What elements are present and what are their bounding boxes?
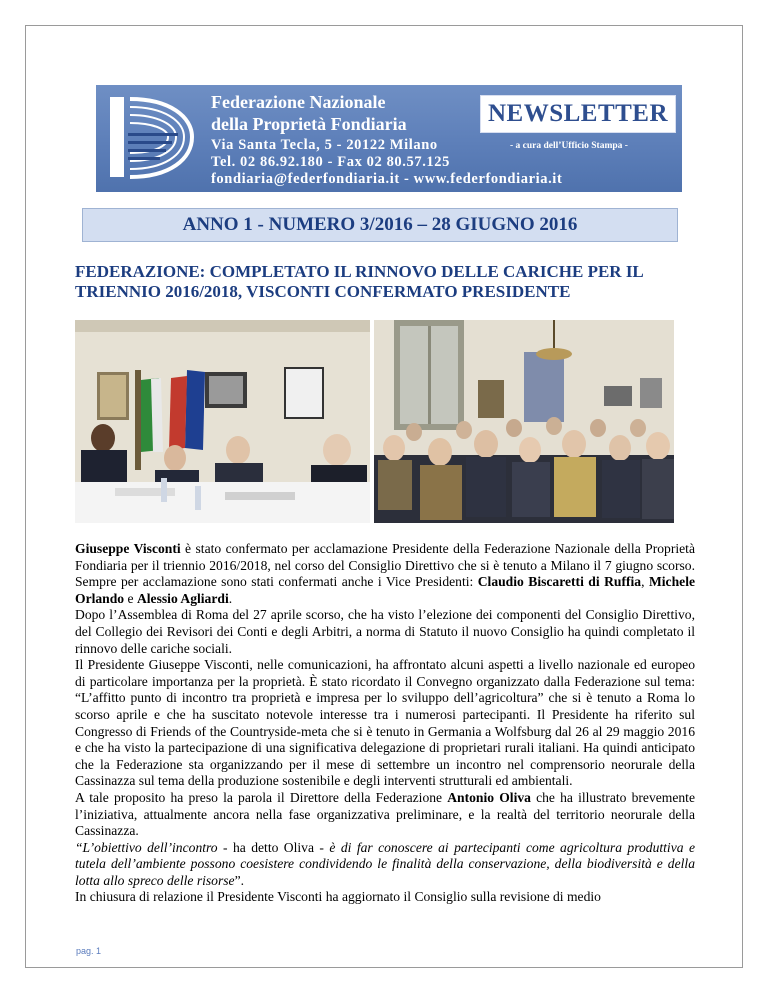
vice-president-2: Michele Orlando [75, 574, 695, 606]
paragraph-2: Dopo l’Assemblea di Roma del 27 aprile scorso, che ha visto l’elezione dei componenti del Consiglio Direttivo, del Collegio dei Revisori dei Conti e degli Arbitri, a norma di Statuto il nuovo Consiglio ha quindi completato il rinnovo delle cariche sociali. [75, 607, 695, 656]
phone-fax: Tel. 02 86.92.180 - Fax 02 80.57.125 [211, 154, 450, 170]
president-name: Giuseppe Visconti [75, 541, 181, 556]
audience-photo [374, 320, 674, 523]
address: Via Santa Tecla, 5 - 20122 Milano [211, 137, 438, 153]
article-body [75, 541, 695, 906]
paragraph-6: In chiusura di relazione il Presidente Visconti ha aggiornato il Consiglio sulla revisione di medio [75, 889, 601, 905]
paragraph-5 [75, 840, 695, 890]
quote-attribution: - ha detto Oliva - [217, 839, 330, 855]
ufficio-stampa: - a cura dell’Ufficio Stampa - [510, 141, 628, 151]
quote-end: ”. [234, 872, 245, 888]
paragraph-1 [75, 541, 695, 607]
director-name: Antonio Oliva [447, 789, 531, 805]
quote-start: “L’obiettivo dell’incontro [75, 839, 218, 855]
article-headline [75, 262, 695, 302]
page-number: pag. 1 [76, 946, 102, 956]
paragraph-1-end: . [228, 590, 233, 606]
newsletter-label: NEWSLETTER [487, 100, 669, 127]
paragraph-4-end: che ha illustrato brevemente l’iniziativa, attualmente ancora nella fase organizzativa preliminare, e la realtà del territorio neorurale della Cassinazza. [75, 789, 695, 839]
quote-body: è di far conoscere ai partecipanti come agricoltura produttiva e tutela dell’ambiente possono coesistere condividendo le finalità della conservazione, della biodiversità e della lotta allo spreco delle risorse [75, 839, 695, 888]
newsletter-label-box [480, 95, 676, 133]
federation-name-line2: della Proprietà Fondiaria [211, 114, 407, 134]
separator-2: e [124, 590, 137, 606]
vice-president-1: Claudio Biscaretti di Ruffia [477, 574, 642, 590]
paragraph-4-start: A tale proposito ha preso la parola il Direttore della Federazione [75, 789, 448, 805]
header-banner [96, 85, 682, 192]
paragraph-4 [75, 790, 695, 840]
paragraph-3: Il Presidente Giuseppe Visconti, nelle comunicazioni, ha affrontato alcuni aspetti a livello nazionale ed europeo di particolare importanza per la proprietà. È stato ricordato il Convegno organizzato dalla Federazione sul tema: “L’affitto punto di incontro tra proprietà e impresa per lo sviluppo dell’agricoltura” che si è tenuto a Roma lo scorso aprile e che ha suscitato notevole interesse tra i numerosi partecipanti. Il Presidente ha riferito sul Congresso di Friends of the Countryside-meta che si è tenuto in Germania a Wolfsburg dal 26 al 29 maggio 2016 e che ha visto la partecipazione di una significativa delegazione di proprietari rurali italiani. Ha quindi anticipato che la Federazione sta organizzando per il mese di settembre un incontro nel comprensorio neorurale della Cassinazza sul tema della produzione sostenibile e degli interventi strutturali ed ambientali. [75, 657, 695, 789]
headline-line1: FEDERAZIONE: COMPLETATO IL RINNOVO DELLE CARICHE PER IL [75, 262, 644, 281]
federation-name [211, 91, 407, 135]
paragraph-1-text: è stato confermato per acclamazione Presidente della Federazione Nazionale della Proprietà Fondiaria per il triennio 2016/2018, nel corso del Consiglio Direttivo che si è tenuto a Milano il 7 giugno scorso. Sempre per acclamazione sono stati confermati anche i Vice Presidenti: [75, 541, 695, 590]
vice-president-3: Alessio Agliardi [136, 590, 229, 606]
email-website[interactable]: fondiaria@federfondiaria.it - www.federfondiaria.it [211, 171, 563, 187]
federation-name-line1: Federazione Nazionale [211, 92, 386, 112]
issue-title: ANNO 1 - NUMERO 3/2016 – 28 GIUGNO 2016 [182, 214, 578, 235]
issue-bar [82, 208, 678, 242]
council-meeting-photo [75, 320, 370, 523]
federazione-logo-icon [96, 85, 206, 192]
separator-1: , [641, 574, 649, 590]
headline-line2: TRIENNIO 2016/2018, VISCONTI CONFERMATO PRESIDENTE [75, 282, 571, 301]
